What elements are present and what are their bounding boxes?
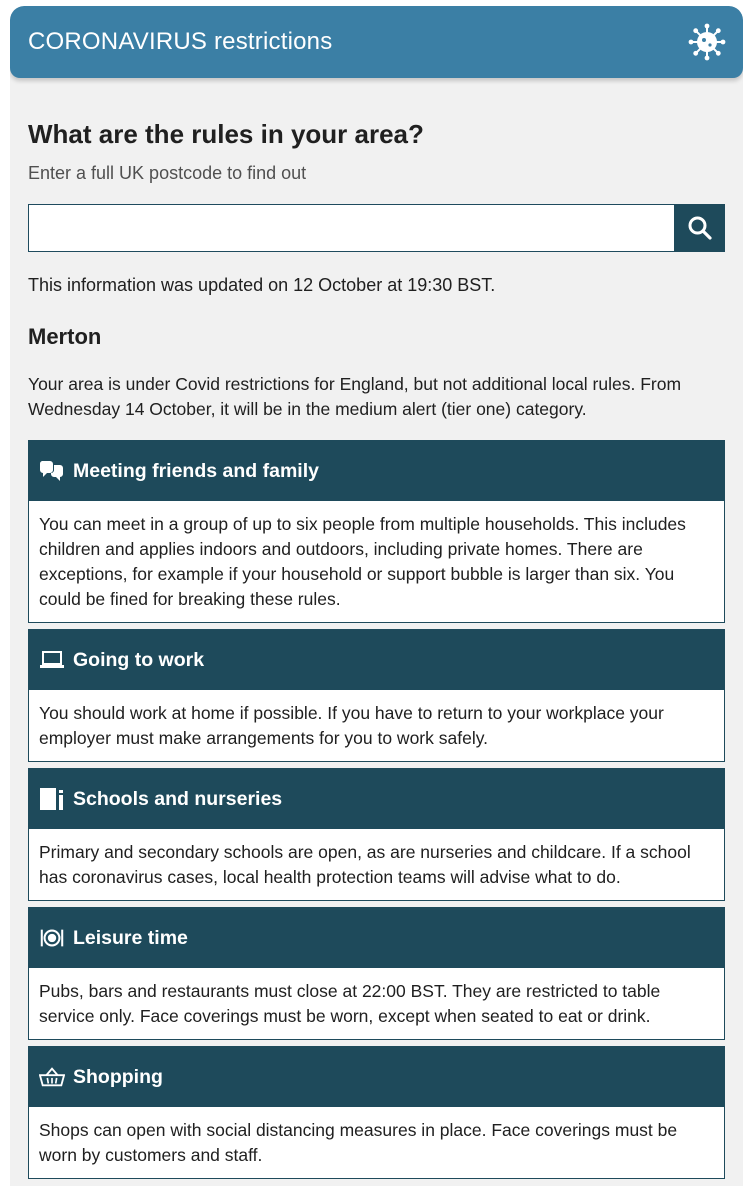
postcode-input[interactable] (28, 204, 674, 252)
card-header (29, 908, 724, 968)
card-title: Going to work (73, 648, 205, 671)
card-body: You should work at home if possible. If you have to return to your workplace your employer must make arrangements for you to work safely. (39, 703, 664, 748)
card-body: Primary and secondary schools are open, as are nurseries and childcare. If a school has coronavirus cases, local health protection teams will advise what to do. (39, 842, 691, 887)
search-icon (687, 215, 713, 241)
book-pencil-icon (39, 786, 65, 812)
page-title: What are the rules in your area? (28, 119, 424, 149)
header-title: CORONAVIRUS restrictions (28, 28, 333, 55)
card-body: Pubs, bars and restaurants must close at 22:00 BST. They are restricted to table service only. Face coverings must be worn, except when seated to eat or drink. (39, 981, 661, 1026)
main-content (10, 118, 743, 1179)
card-body: Shops can open with social distancing measures in place. Face coverings must be worn by customers and staff. (39, 1120, 678, 1165)
search-button[interactable] (674, 204, 725, 252)
card-meeting-friends (28, 440, 725, 623)
card-shopping (28, 1046, 725, 1179)
card-leisure (28, 907, 725, 1040)
card-header (29, 769, 724, 829)
card-schools (28, 768, 725, 901)
restrictions-widget (10, 6, 743, 1186)
cutlery-plate-icon (39, 925, 65, 951)
card-title: Schools and nurseries (73, 787, 283, 810)
area-name: Merton (28, 324, 102, 349)
shopping-basket-icon (39, 1064, 65, 1090)
card-title: Meeting friends and family (73, 459, 319, 482)
postcode-hint: Enter a full UK postcode to find out (28, 163, 307, 183)
card-title: Leisure time (73, 926, 188, 949)
card-title: Shopping (73, 1065, 163, 1088)
postcode-search (28, 204, 725, 252)
card-header (29, 630, 724, 690)
updated-timestamp: This information was updated on 12 October at 19:30 BST. (28, 275, 496, 295)
virus-icon (687, 22, 727, 62)
laptop-icon (39, 647, 65, 673)
speech-bubbles-icon (39, 458, 65, 484)
area-status: Your area is under Covid restrictions for England, but not additional local rules. From Wednesday 14 October, it will be in the medium alert (tier one) category. (28, 374, 682, 419)
widget-header (10, 6, 743, 78)
card-header (29, 1047, 724, 1107)
card-going-to-work (28, 629, 725, 762)
card-body: You can meet in a group of up to six people from multiple households. This includes children and applies indoors and outdoors, including private homes. There are exceptions, for example if your household or support bubble is larger than six. You could be fined for breaking these rules. (39, 514, 686, 609)
card-header (29, 441, 724, 501)
